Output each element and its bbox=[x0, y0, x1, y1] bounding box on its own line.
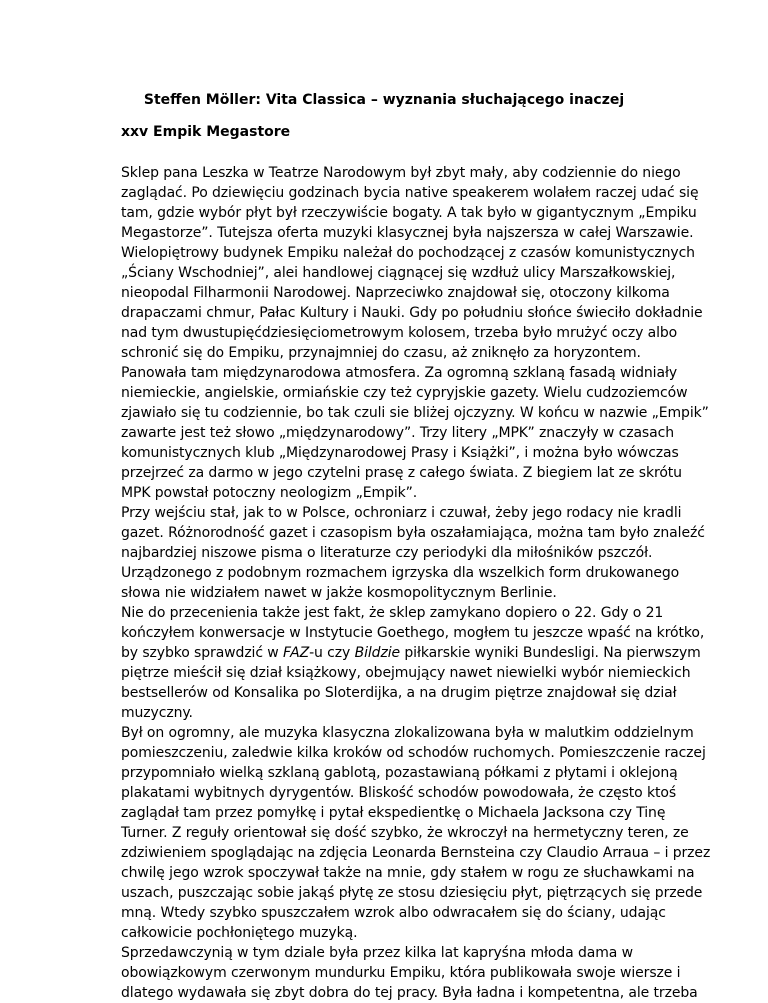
text-segment: pomieszczeniu, zaledwie kilka kroków od schodów ruchomych. Pomieszczenie raczej bbox=[121, 745, 706, 761]
italic-text: FAZ bbox=[283, 645, 310, 661]
text-segment: nad tym dwustupięćdziesięciometrowym kolosem, trzeba było mrużyć oczy albo bbox=[121, 325, 678, 341]
text-line bbox=[121, 743, 706, 763]
text-line bbox=[121, 583, 681, 603]
text-segment: obowiązkowym czerwonym mundurku Empiku, która publikowała swoje wiersze i bbox=[121, 965, 681, 981]
text-line bbox=[121, 423, 681, 443]
text-segment: całkowicie pochłoniętego muzyką. bbox=[121, 925, 358, 941]
text-line bbox=[121, 843, 711, 863]
text-segment: plakatami wybitnych dyrygentów. Bliskość schodów powodowała, że często ktoś bbox=[121, 785, 677, 801]
text-segment: piłkarskie wyniki Bundesligi. Na pierwszym bbox=[400, 645, 701, 661]
text-segment: -u czy bbox=[309, 645, 355, 661]
text-segment: bestsellerów od Konsalika po Sloterdijka, a na drugim piętrze znajdował się dział bbox=[121, 685, 677, 701]
text-line bbox=[121, 963, 681, 983]
text-segment: niemieckie, angielskie, ormiańskie czy też cypryjskie gazety. Wielu cudzoziemców bbox=[121, 385, 688, 401]
text-line bbox=[121, 623, 705, 643]
text-line bbox=[121, 283, 681, 303]
text-segment: komunistycznych klub „Międzynarodowej Prasy i Książki”, i można było wówczas bbox=[121, 445, 679, 461]
text-line bbox=[121, 303, 703, 323]
text-line bbox=[121, 323, 681, 343]
text-segment: nieopodal Filharmonii Narodowej. Naprzeciwko znajdował się, otoczony kilkoma bbox=[121, 285, 670, 301]
text-line bbox=[121, 403, 709, 423]
text-segment: uszach, puszczając sobie jakąś płytę ze stosu dziesięciu płyt, piętrzących się przede bbox=[121, 885, 703, 901]
document-title: Steffen Möller: Vita Classica – wyznania słuchającego inaczej bbox=[143, 92, 625, 108]
text-segment: zjawiało się tu codziennie, bo tak czuli sie bliżej ojczyzny. W końcu w nazwie „Empik” bbox=[121, 405, 709, 421]
text-line bbox=[121, 603, 681, 623]
text-line bbox=[121, 643, 701, 663]
text-segment: piętrze mieścił się dział książkowy, obejmujący nawet niewielki wybór niemieckich bbox=[121, 665, 691, 681]
text-segment: przejrzeć za darmo w jego czytelni prasę z całego świata. Z biegiem lat ze skrótu bbox=[121, 465, 682, 481]
text-line bbox=[121, 503, 681, 523]
text-segment: Sprzedawczynią w tym dziale była przez kilka lat kapryśna młoda dama w bbox=[121, 945, 633, 961]
text-line bbox=[121, 883, 703, 903]
text-segment: Panowała tam międzynarodowa atmosfera. Za ogromną szklaną fasadą widniały bbox=[121, 365, 678, 381]
text-segment: Przy wejściu stał, jak to w Polsce, ochroniarz i czuwał, żeby jego rodacy nie kradli bbox=[121, 505, 682, 521]
italic-text: Bildzie bbox=[354, 645, 401, 661]
text-line bbox=[121, 783, 681, 803]
text-line bbox=[121, 263, 681, 283]
text-segment: mną. Wtedy szybko spuszczałem wzrok albo odwracałem się do ściany, udając bbox=[121, 905, 666, 921]
text-segment: tam, gdzie wybór płyt był rzeczywiście bogaty. A tak było w gigantycznym „Empiku bbox=[121, 205, 697, 221]
text-segment: zaglądać. Po dziewięciu godzinach bycia native speakerem wolałem raczej udać się bbox=[121, 185, 699, 201]
text-segment: gazet. Różnorodność gazet i czasopism była oszałamiająca, można tam było znaleźć bbox=[121, 525, 705, 541]
text-line bbox=[121, 663, 691, 683]
text-line bbox=[121, 983, 698, 1003]
body-text bbox=[121, 163, 711, 1003]
text-segment: „Ściany Wschodniej”, alei handlowej ciągnącej się wzdłuż ulicy Marszałkowskiej, bbox=[121, 265, 676, 281]
text-segment: muzyczny. bbox=[121, 705, 193, 721]
text-segment: Nie do przecenienia także jest fakt, że sklep zamykano dopiero o 22. Gdy o 21 bbox=[121, 605, 664, 621]
text-line bbox=[121, 943, 681, 963]
text-line bbox=[121, 223, 694, 243]
text-line bbox=[121, 763, 681, 783]
text-line bbox=[121, 203, 697, 223]
text-line bbox=[121, 863, 695, 883]
text-line bbox=[121, 823, 689, 843]
text-segment: zawarte jest też słowo „międzynarodowy”. Trzy litery „MPK” znaczyły w czasach bbox=[121, 425, 674, 441]
text-segment: Megastorze”. Tutejsza oferta muzyki klasycznej była najszersza w całej Warszawie. bbox=[121, 225, 694, 241]
text-line bbox=[121, 803, 681, 823]
text-line bbox=[121, 343, 681, 363]
text-line bbox=[121, 703, 681, 723]
text-line bbox=[121, 183, 699, 203]
text-segment: MPK powstał potoczny neologizm „Empik”. bbox=[121, 485, 418, 501]
text-line bbox=[121, 683, 681, 703]
text-segment: Sklep pana Leszka w Teatrze Narodowym był zbyt mały, aby codziennie do niego bbox=[121, 165, 681, 181]
text-line bbox=[121, 543, 681, 563]
text-segment: Był on ogromny, ale muzyka klasyczna zlokalizowana była w malutkim oddzielnym bbox=[121, 725, 694, 741]
text-segment: drapaczami chmur, Pałac Kultury i Nauki. Gdy po południu słońce świeciło dokładnie bbox=[121, 305, 703, 321]
text-line bbox=[121, 523, 705, 543]
text-segment: kończyłem konwersacje w Instytucie Goethego, mogłem tu jeszcze wpaść na krótko, bbox=[121, 625, 705, 641]
text-segment: przypomniało wielką szklaną gablotą, pozastawianą półkami z płytami i oklejoną bbox=[121, 765, 678, 781]
chapter-heading: xxv Empik Megastore bbox=[121, 124, 291, 140]
text-segment: dlatego wydawała się zbyt dobra do tej pracy. Była ładna i kompetentna, ale trzeba bbox=[121, 985, 698, 1001]
text-segment: by szybko sprawdzić w bbox=[121, 645, 283, 661]
text-line bbox=[121, 383, 688, 403]
text-line bbox=[121, 463, 681, 483]
text-line bbox=[121, 163, 681, 183]
text-segment: zaglądał tam przez pomyłkę i pytał ekspedientkę o Michaela Jacksona czy Tinę bbox=[121, 805, 666, 821]
text-segment: chwilę jego wzrok spoczywał także na mnie, gdy stałem w rogu ze słuchawkami na bbox=[121, 865, 695, 881]
text-segment: słowa nie widziałem nawet w jakże kosmopolitycznym Berlinie. bbox=[121, 585, 557, 601]
text-line bbox=[121, 903, 681, 923]
text-line bbox=[121, 483, 681, 503]
text-segment: zdziwieniem spoglądając na zdjęcia Leonarda Bernsteina czy Claudio Arraua – i przez bbox=[121, 845, 711, 861]
text-line bbox=[121, 363, 681, 383]
text-line bbox=[121, 923, 681, 943]
text-segment: Wielopiętrowy budynek Empiku należał do pochodzącej z czasów komunistycznych bbox=[121, 245, 695, 261]
text-segment: schronić się do Empiku, przynajmniej do czasu, aż zniknęło za horyzontem. bbox=[121, 345, 641, 361]
text-line bbox=[121, 243, 695, 263]
text-segment: najbardziej niszowe pisma o literaturze czy periodyki dla miłośników pszczół. bbox=[121, 545, 653, 561]
text-line bbox=[121, 443, 681, 463]
text-segment: Urządzonego z podobnym rozmachem igrzyska dla wszelkich form drukowanego bbox=[121, 565, 680, 581]
text-line bbox=[121, 563, 681, 583]
text-segment: Turner. Z reguły orientował się dość szybko, że wkroczył na hermetyczny teren, ze bbox=[121, 825, 689, 841]
text-line bbox=[121, 723, 694, 743]
